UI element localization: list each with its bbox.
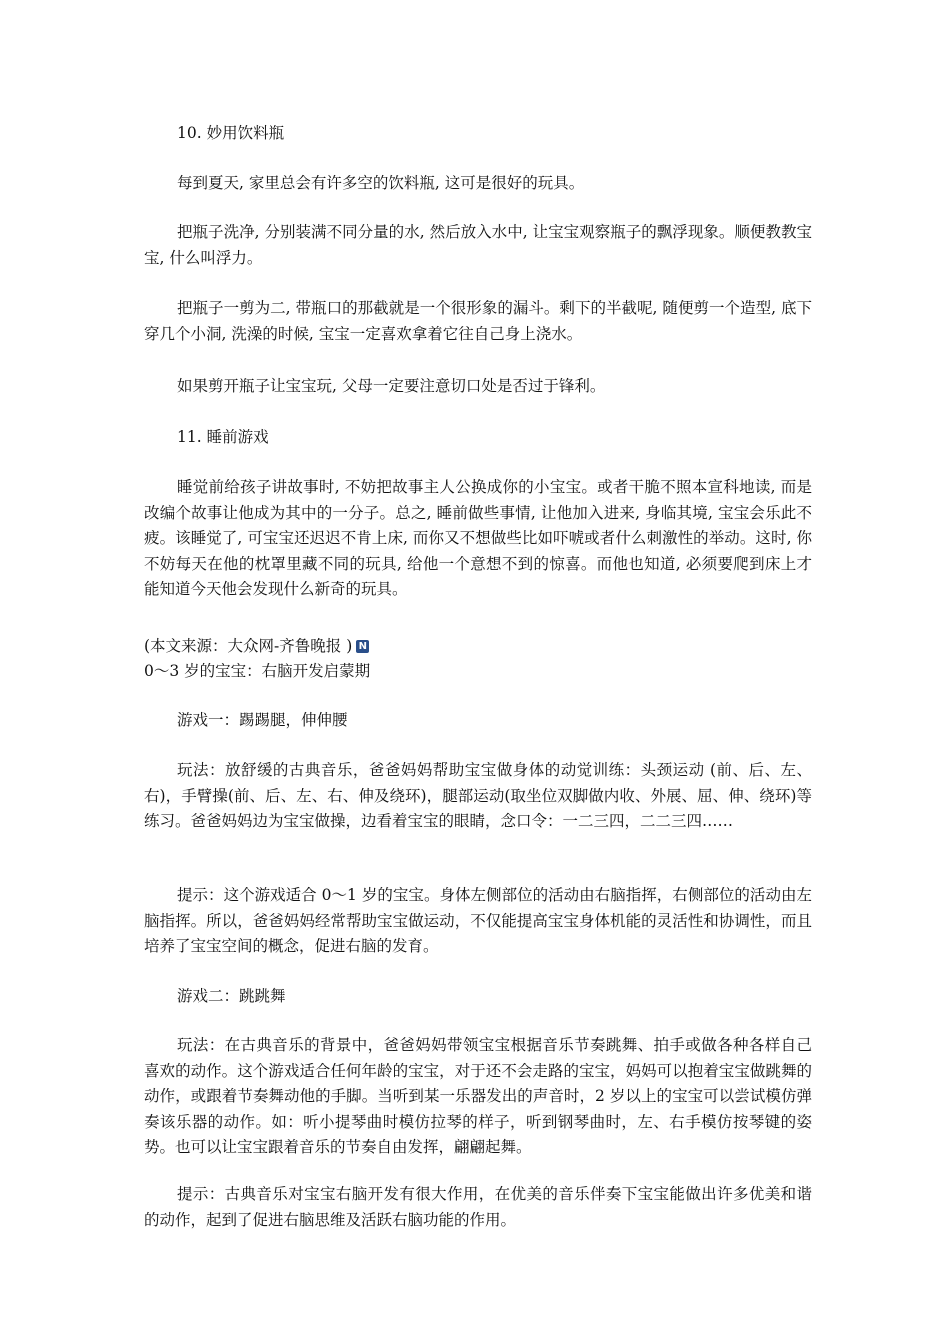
game-2-play: 玩法：在古典音乐的背景中，爸爸妈妈带领宝宝根据音乐节奏跳舞、拍手或做各种各样自己喜欢的动作。这个游戏适合任何年龄的宝宝，对于还不会走路的宝宝，妈妈可以抱着宝宝做跳舞的动作，或跟着节奏舞动他的手脚。当听到某一乐器发出的声音时，2 岁以上的宝宝可以尝试模仿弹奏该乐器的动作。如：听小提琴曲时模仿拉琴的样子，听到钢琴曲时，左、右手模仿按琴键的姿势。也可以让宝宝跟着音乐的节奏自由发挥，翩翩起舞。 <box>144 1036 812 1156</box>
section-10-title: 10. 妙用饮料瓶 <box>177 124 285 142</box>
source-line <box>144 634 812 660</box>
section-11-paragraph-1: 睡觉前给孩子讲故事时, 不妨把故事主人公换成你的小宝宝。或者干脆不照本宣科地读, 而是改编个故事让他成为其中的一分子。总之, 睡前做些事情, 让他加入进来, 身临其境, 宝宝会乐此不疲。该睡觉了, 可宝宝还迟迟不肯上床, 而你又不想做些比如吓唬或者什么刺激性的举动。这时, 你不妨每天在他的枕罩里藏不同的玩具, 给他一个意想不到的惊喜。而他也知道, 必须要爬到床上才能知道今天他会发现什么新奇的玩具。 <box>144 478 812 598</box>
game-1-title: 游戏一：踢踢腿，伸伸腰 <box>177 711 348 729</box>
article-title: 0～3 岁的宝宝：右脑开发启蒙期 <box>144 662 371 680</box>
game-1-tip: 提示：这个游戏适合 0～1 岁的宝宝。身体左侧部位的活动由右脑指挥，右侧部位的活动由左脑指挥。所以，爸爸妈妈经常帮助宝宝做运动，不仅能提高宝宝身体机能的灵活性和协调性，而且培养了宝宝空间的概念，促进右脑的发育。 <box>144 886 812 955</box>
section-11-title: 11. 睡前游戏 <box>177 428 269 446</box>
source-text: (本文来源：大众网-齐鲁晚报 ) <box>144 637 353 655</box>
game-2-tip: 提示：古典音乐对宝宝右脑开发有很大作用，在优美的音乐伴奏下宝宝能做出许多优美和谐的动作，起到了促进右脑思维及活跃右脑功能的作用。 <box>144 1185 812 1229</box>
section-10-paragraph-3: 把瓶子一剪为二, 带瓶口的那截就是一个很形象的漏斗。剩下的半截呢, 随便剪一个造型, 底下穿几个小洞, 洗澡的时候, 宝宝一定喜欢拿着它往自己身上浇水。 <box>144 299 812 343</box>
game-1-play: 玩法：放舒缓的古典音乐，爸爸妈妈帮助宝宝做身体的动觉训练：头颈运动 (前、后、左、右)，手臂操(前、后、左、右、伸及绕环)，腿部运动(取坐位双脚做内收、外展、屈、伸、绕环)等练习。爸爸妈妈边为宝宝做操，边看着宝宝的眼睛，念口令：一二三四，二二三四…… <box>144 761 812 830</box>
section-10-paragraph-4: 如果剪开瓶子让宝宝玩, 父母一定要注意切口处是否过于锋利。 <box>177 377 606 395</box>
news-logo-icon: N <box>356 640 369 653</box>
section-10-paragraph-2: 把瓶子洗净, 分别装满不同分量的水, 然后放入水中, 让宝宝观察瓶子的飘浮现象。顺便教教宝宝, 什么叫浮力。 <box>144 223 812 267</box>
game-2-title: 游戏二：跳跳舞 <box>177 987 286 1005</box>
section-10-paragraph-1: 每到夏天, 家里总会有许多空的饮料瓶, 这可是很好的玩具。 <box>177 174 585 192</box>
